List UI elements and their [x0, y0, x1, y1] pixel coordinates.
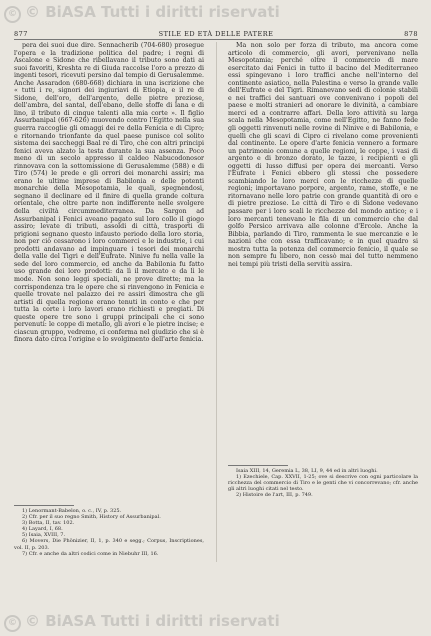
watermark-bottom — [4, 612, 431, 632]
left-column-body — [14, 42, 204, 544]
footnote: 7) Cfr. e anche da altri codici come in Niebuhr III, 16. — [22, 550, 159, 557]
watermark-top — [4, 3, 431, 23]
right-page-number: 878 — [404, 30, 418, 38]
right-column — [228, 42, 418, 562]
left-page-number: 877 — [14, 30, 28, 38]
footnote-rule — [228, 465, 288, 466]
footnote: 1) Ezechiele, Cap. XXVII, 1-25; ove si descrive con ogni particolare la ricchezza del commercio di Tiro e le genti che vi concorrevano; cfr. anche gli altri luoghi citati nel testo. — [228, 474, 418, 493]
right-footnotes — [228, 462, 418, 498]
footnote: 5) Isaia, XVIII, 7. — [22, 532, 66, 539]
watermark-top-text: © BiASA Tutti i diritti riservati — [25, 3, 280, 21]
right-column-body — [228, 42, 418, 457]
footnote: 4) Layard, I, 68. — [22, 526, 63, 533]
running-header — [14, 30, 418, 38]
left-column-text: pera dei suoi due dire. Sennacherib (704-680) prosegue l'opera e la tradizione politica del padre; i regni di Ascalone e Sidone che ribellavano il tributo sono dati ai suoi favoriti, Kreshta re di Giuda raccolse l'oro a prezzo di ingenti tesori, ricevuti persino dal tempio di Gerusalemme. Anche Assaradon (680-668) dichiara in una iscrizione che « tutti i re, signori dei ingiuriavi di Etiopia, e il re di Sidone, dell'oro, dell'argento, delle pietre preziose, dell'ambra, del santal, dell'ebano, delle stoffe di lana e di lino, il tributo di cinque talenti alla mia corte ». Il figlio Assurbanipal (667-626) muovendo contro l'Egitto nella sua guerra raccoglie gli omaggi dei re della Fenicia e di Cipro; e ritornando trionfante da quel paese punisce col solito sistema dei saccheggi Baal re di Tiro, che con altri principi fenici aveva alzato la testa durante la sua assenza. Poco meno di un secolo appresso il caldeo Nabucodonosor rinnovava con la sottomissione di Gerusalemme (588) e di Tiro (574) le prede e gli orrori dei monarchi assiri; ma erano le ultime imprese di Babilonia e delle potenti monarchie della Mesopotamia, le quali, spegnendosi, segnano il declinare ed il finire di quella grande coltura orientale, che oltre parte non indifferente nelle svolgere della civiltà circummediterranea. Da Sargon ad Assurbanipal i Fenici aveano pagato sul loro collo il giogo assiro; levate di tributi, assoldi di città, trasporti di prigioni segnano questo infausto periodo della loro storia, non per ciò cessarono i loro commerci e le industrie, i cui prodotti andavano ad impinguare i tesori dei monarchi della valle del Tigri e dell'Eufrate. Ninive fu nella valle la sede del loro commercio, ed anche da Babilonia fu fatto uso grande dei loro prodotti: da lì il mercato e da lì le mode. Non sono leggi speciali, ne prove dirette; ma la corrispondenza tra le opere che si rinvengono in Fenicia e quelle trovate nel palazzo dei re assiri dimostra che gli artisti di quella regione erano tenuti in conto e che per tutta la corte i loro lavori erano richiesti e pregiati. Di queste opere tre sono i gruppi principali che ci sono pervenuti: le coppe di metallo, gli avori e le pietre incise; e ciascun gruppo, vedremo, ci conferma nel giudizio che si è finora dato circa l'origine e lo svolgimento dell'arte fenicia. — [14, 42, 204, 344]
footnote: 2) Histoire de l'art, III, p. 749. — [236, 492, 313, 499]
running-title: STILE ED ETÀ DELLE PATERE — [158, 30, 274, 38]
copyright-logo-icon: © — [4, 615, 21, 632]
footnote: 6) Movers, Die Phönizier, II, 1, p. 340 e segg.; Corpus, Inscriptiones, vol. II, p. 203. — [14, 538, 204, 551]
header-rule — [14, 39, 418, 40]
right-column-text: Ma non solo per forza di tributo, ma ancora come articolo di commercio, gli avori, pervenivano nella Mesopotamia; perché oltre il commercio di mare esercitato dai Fenici in tutto il bacino del Mediterraneo essi spingevano i loro traffici anche nell'interno del continente asiatico, nella Palestina e verso la grande valle dell'Eufrate e del Tigri. Rimanevano sedi di colonie stabili e nei traffici dei santuari ove convenivano i popoli del paese e molti stranieri ad onorare le divinità, a cambiare merci ed a contrarre affari. Della loro attività su larga scala nella Mesopotamia, come nell'Egitto, ne fanno fede gli oggetti rinvenuti nelle rovine di Ninive e di Babilonia, e quelli che gli scavi di Cipro ci rivelano come provenienti dal continente. Le opere d'arte fenicia vennero a formare un patrimonio comune a quelle regioni, le coppe, i vasi di argento e di bronzo dorato, le tazze, i recipienti e gli oggetti di lusso diffusi per opera dei mercanti. Verso l'Eufrate i Fenici ebbero gli stessi che possedere scambiando le loro merci con le ricchezze di quelle regioni; importavano porpore, argento, rame, stoffe, e ne ritornavano nelle loro patrie con grande quantità di oro e di pietre preziose. Le città di Tiro e di Sidone vedevano passare per i loro scali le ricchezze del mondo antico; e i loro mercanti tenevano le fila di un commercio che dal golfo Persico arrivava alle colonne d'Ercole. Anche la Bibbia, parlando di Tiro, rammenta le sue mercanzie e le nazioni che con essa trafficavano; e in quel quadro si mostra tutta la potenza del commercio fenicio, il quale se non sempre fu libero, non cessò mai del tutto nemmeno nei tempi più tristi della servitù assira. — [228, 42, 418, 268]
left-column — [14, 42, 204, 562]
left-footnotes — [14, 502, 204, 557]
footnote: 3) Botta, II, tav. 102. — [22, 520, 75, 527]
footnote-rule — [14, 505, 74, 506]
footnote: 1) Lenormant-Babelon, o. c., IV, p. 325. — [22, 508, 122, 514]
column-divider — [216, 42, 217, 562]
footnote: Isaia XIII, 14, Geremia L, 38, LI, 9, 44 ed in altri luoghi. — [236, 468, 378, 474]
watermark-bottom-text: © BiASA Tutti i diritti riservati — [25, 612, 280, 630]
footnote: 2) Cfr. per il suo regno Smith, History of Assurbanipal. — [22, 514, 161, 521]
copyright-logo-icon: © — [4, 6, 21, 23]
